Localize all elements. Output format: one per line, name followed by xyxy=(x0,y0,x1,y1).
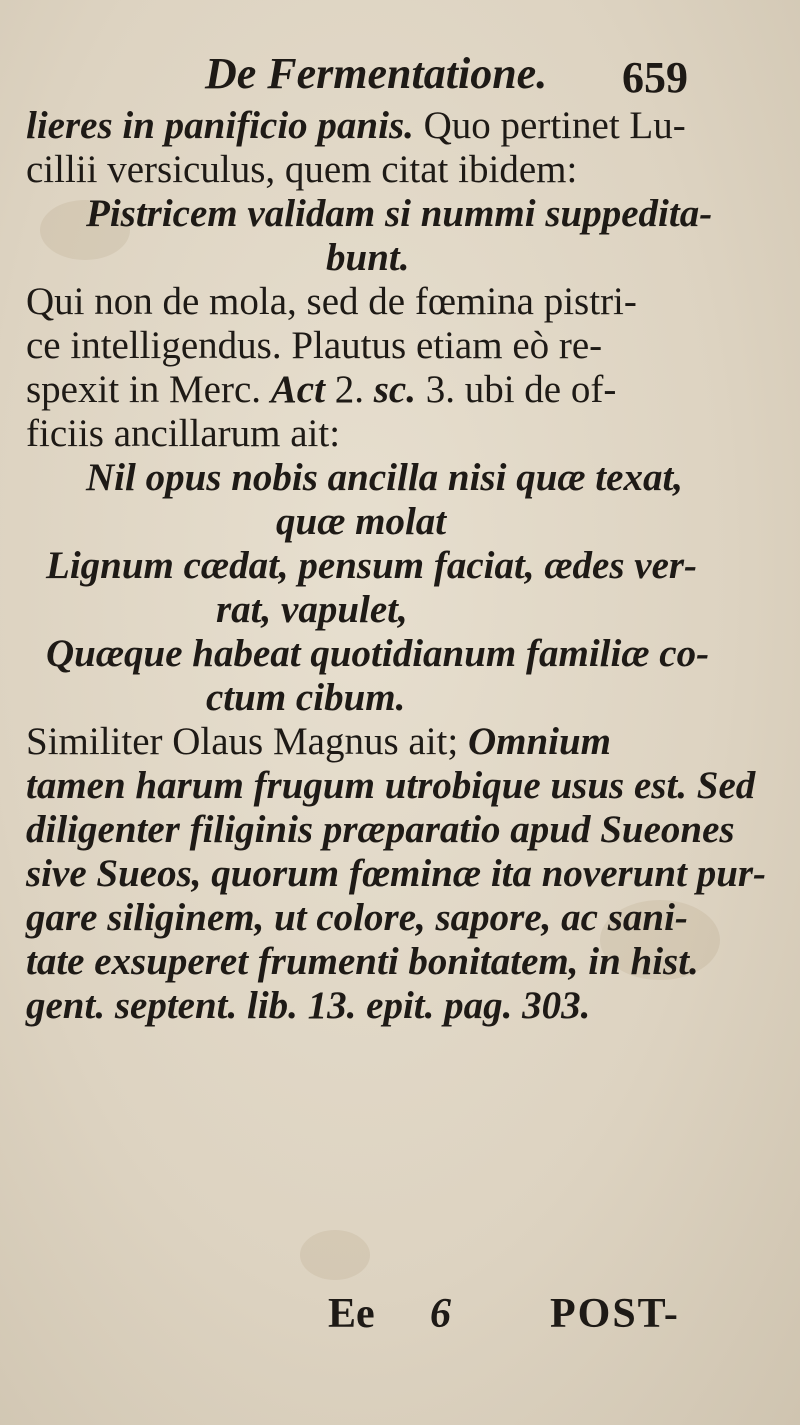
text-roman: 2. xyxy=(324,368,374,411)
catchword: POST- xyxy=(550,1291,680,1337)
page-header xyxy=(0,38,800,108)
text-roman: spexit in Merc. xyxy=(26,368,271,411)
verse-line: ctum cibum. xyxy=(206,676,406,719)
text-italic: Omnium xyxy=(467,720,612,763)
text-line xyxy=(26,368,786,412)
verse-line: Pistricem validam si nummi suppedita- xyxy=(86,192,713,235)
text-line: ce intelligendus. Plautus etiam eò re- xyxy=(26,324,603,367)
signature-mark: Ee xyxy=(328,1291,375,1337)
text-line: gent. septent. lib. 13. epit. pag. 303. xyxy=(26,984,591,1027)
text-line xyxy=(26,104,786,148)
text-line: sive Sueos, quorum fœminæ ita noverunt pur- xyxy=(26,852,767,895)
text-italic: sc. xyxy=(373,368,416,411)
text-roman: 3. ubi de of- xyxy=(415,368,617,411)
text-roman: Similiter Olaus Magnus ait; xyxy=(26,720,468,763)
catch-line xyxy=(0,1290,800,1350)
foxing-stain xyxy=(300,1230,370,1280)
body-text xyxy=(26,104,786,1028)
text-roman: Quo pertinet Lu- xyxy=(413,104,686,147)
verse-line: bunt. xyxy=(326,236,410,279)
signature-number: 6 xyxy=(430,1291,451,1337)
page-number: 659 xyxy=(622,53,688,102)
text-line: cillii versiculus, quem citat ibidem: xyxy=(26,148,578,191)
verse-line: Quæque habeat quotidianum familiæ co- xyxy=(46,632,710,675)
text-line: diligenter filiginis præparatio apud Sueones xyxy=(26,808,735,851)
verse-line: Lignum cædat, pensum faciat, ædes ver- xyxy=(46,544,698,587)
text-italic: Act xyxy=(270,368,325,411)
verse-line: Nil opus nobis ancilla nisi quæ texat, xyxy=(86,456,684,499)
verse-line: quæ molat xyxy=(276,500,447,543)
text-line xyxy=(26,720,786,764)
running-title: De Fermentatione. xyxy=(205,49,548,98)
text-line: Qui non de mola, sed de fœmina pistri- xyxy=(26,280,637,323)
text-line: ficiis ancillarum ait: xyxy=(26,412,341,455)
verse-line: rat, vapulet, xyxy=(216,588,408,631)
text-italic: lieres in panificio panis. xyxy=(26,104,414,147)
text-line: tamen harum frugum utrobique usus est. Sed xyxy=(26,764,756,807)
text-line: tate exsuperet frumenti bonitatem, in hist. xyxy=(26,940,699,983)
text-line: gare siliginem, ut colore, sapore, ac sani- xyxy=(26,896,688,939)
